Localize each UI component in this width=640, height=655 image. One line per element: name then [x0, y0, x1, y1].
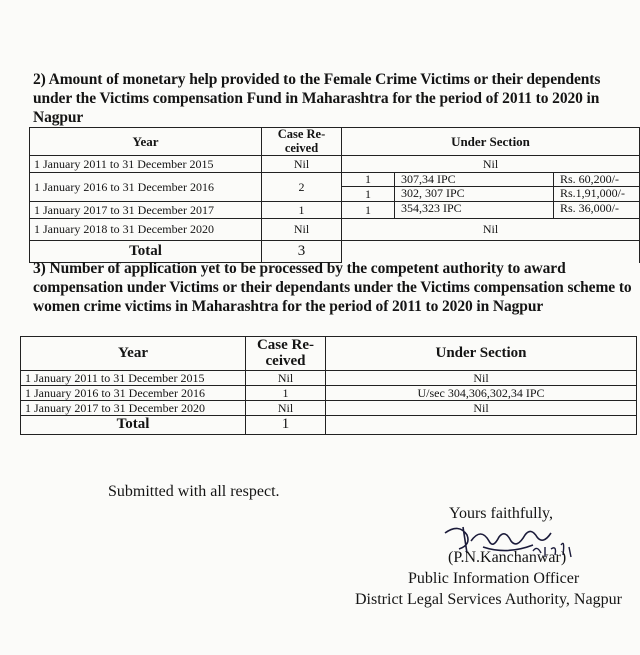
col-under-section: Under Section — [342, 128, 640, 156]
sub-row: 1 354,323 IPC Rs. 36,000/- — [342, 202, 639, 218]
col-year: Year — [30, 128, 262, 156]
section2-table — [29, 127, 640, 263]
table-row: 1 January 2016 to 31 December 2016 2 1 307,34 IPC Rs. 60,200/- 1 302, 307 IPC Rs.1,91,000/- — [30, 173, 640, 202]
submitted-text: Submitted with all respect. — [108, 483, 280, 500]
total-row: Total 3 — [30, 241, 640, 263]
table-row: 1 January 2016 to 31 December 2016 1 U/sec 304,306,302,34 IPC — [21, 386, 637, 401]
table-row: 1 January 2017 to 31 December 2017 1 1 354,323 IPC Rs. 36,000/- — [30, 202, 640, 219]
col-case-received: Case Re- ceived — [262, 128, 342, 156]
officer-designation: Public Information Officer — [408, 570, 580, 587]
table-row: 1 January 2011 to 31 December 2015 Nil Nil — [21, 371, 637, 386]
sub-row: 1 307,34 IPC Rs. 60,200/- — [342, 173, 639, 187]
section3-table — [20, 336, 637, 435]
section3-heading: 3) Number of application yet to be processed by the competent authority to award compensation under Victims or their dependants under the Victims compensation scheme to women crime victims in Maharashtra for the period of 2011 to 2020 in Nagpur — [33, 260, 632, 315]
col-year: Year — [21, 337, 246, 371]
table-row: 1 January 2017 to 31 December 2020 Nil Nil — [21, 401, 637, 416]
sub-row: 1 302, 307 IPC Rs.1,91,000/- — [342, 187, 639, 201]
total-row: Total 1 — [21, 416, 637, 435]
col-case-received: Case Re- ceived — [246, 337, 326, 371]
table-row: 1 January 2011 to 31 December 2015 Nil Nil — [30, 156, 640, 173]
yours-faithfully: Yours faithfully, — [449, 505, 554, 522]
office-name: District Legal Services Authority, Nagpur — [355, 591, 622, 608]
col-under-section: Under Section — [326, 337, 637, 371]
table-row: 1 January 2018 to 31 December 2020 Nil Nil — [30, 219, 640, 241]
officer-name: (P.N.Kanchanwar) — [448, 549, 567, 566]
section2-heading: 2) Amount of monetary help provided to the Female Crime Victims or their dependents under the Victims compensation Fund in Maharashtra for the period of 2011 to 2020 in Nagpur — [33, 71, 601, 126]
